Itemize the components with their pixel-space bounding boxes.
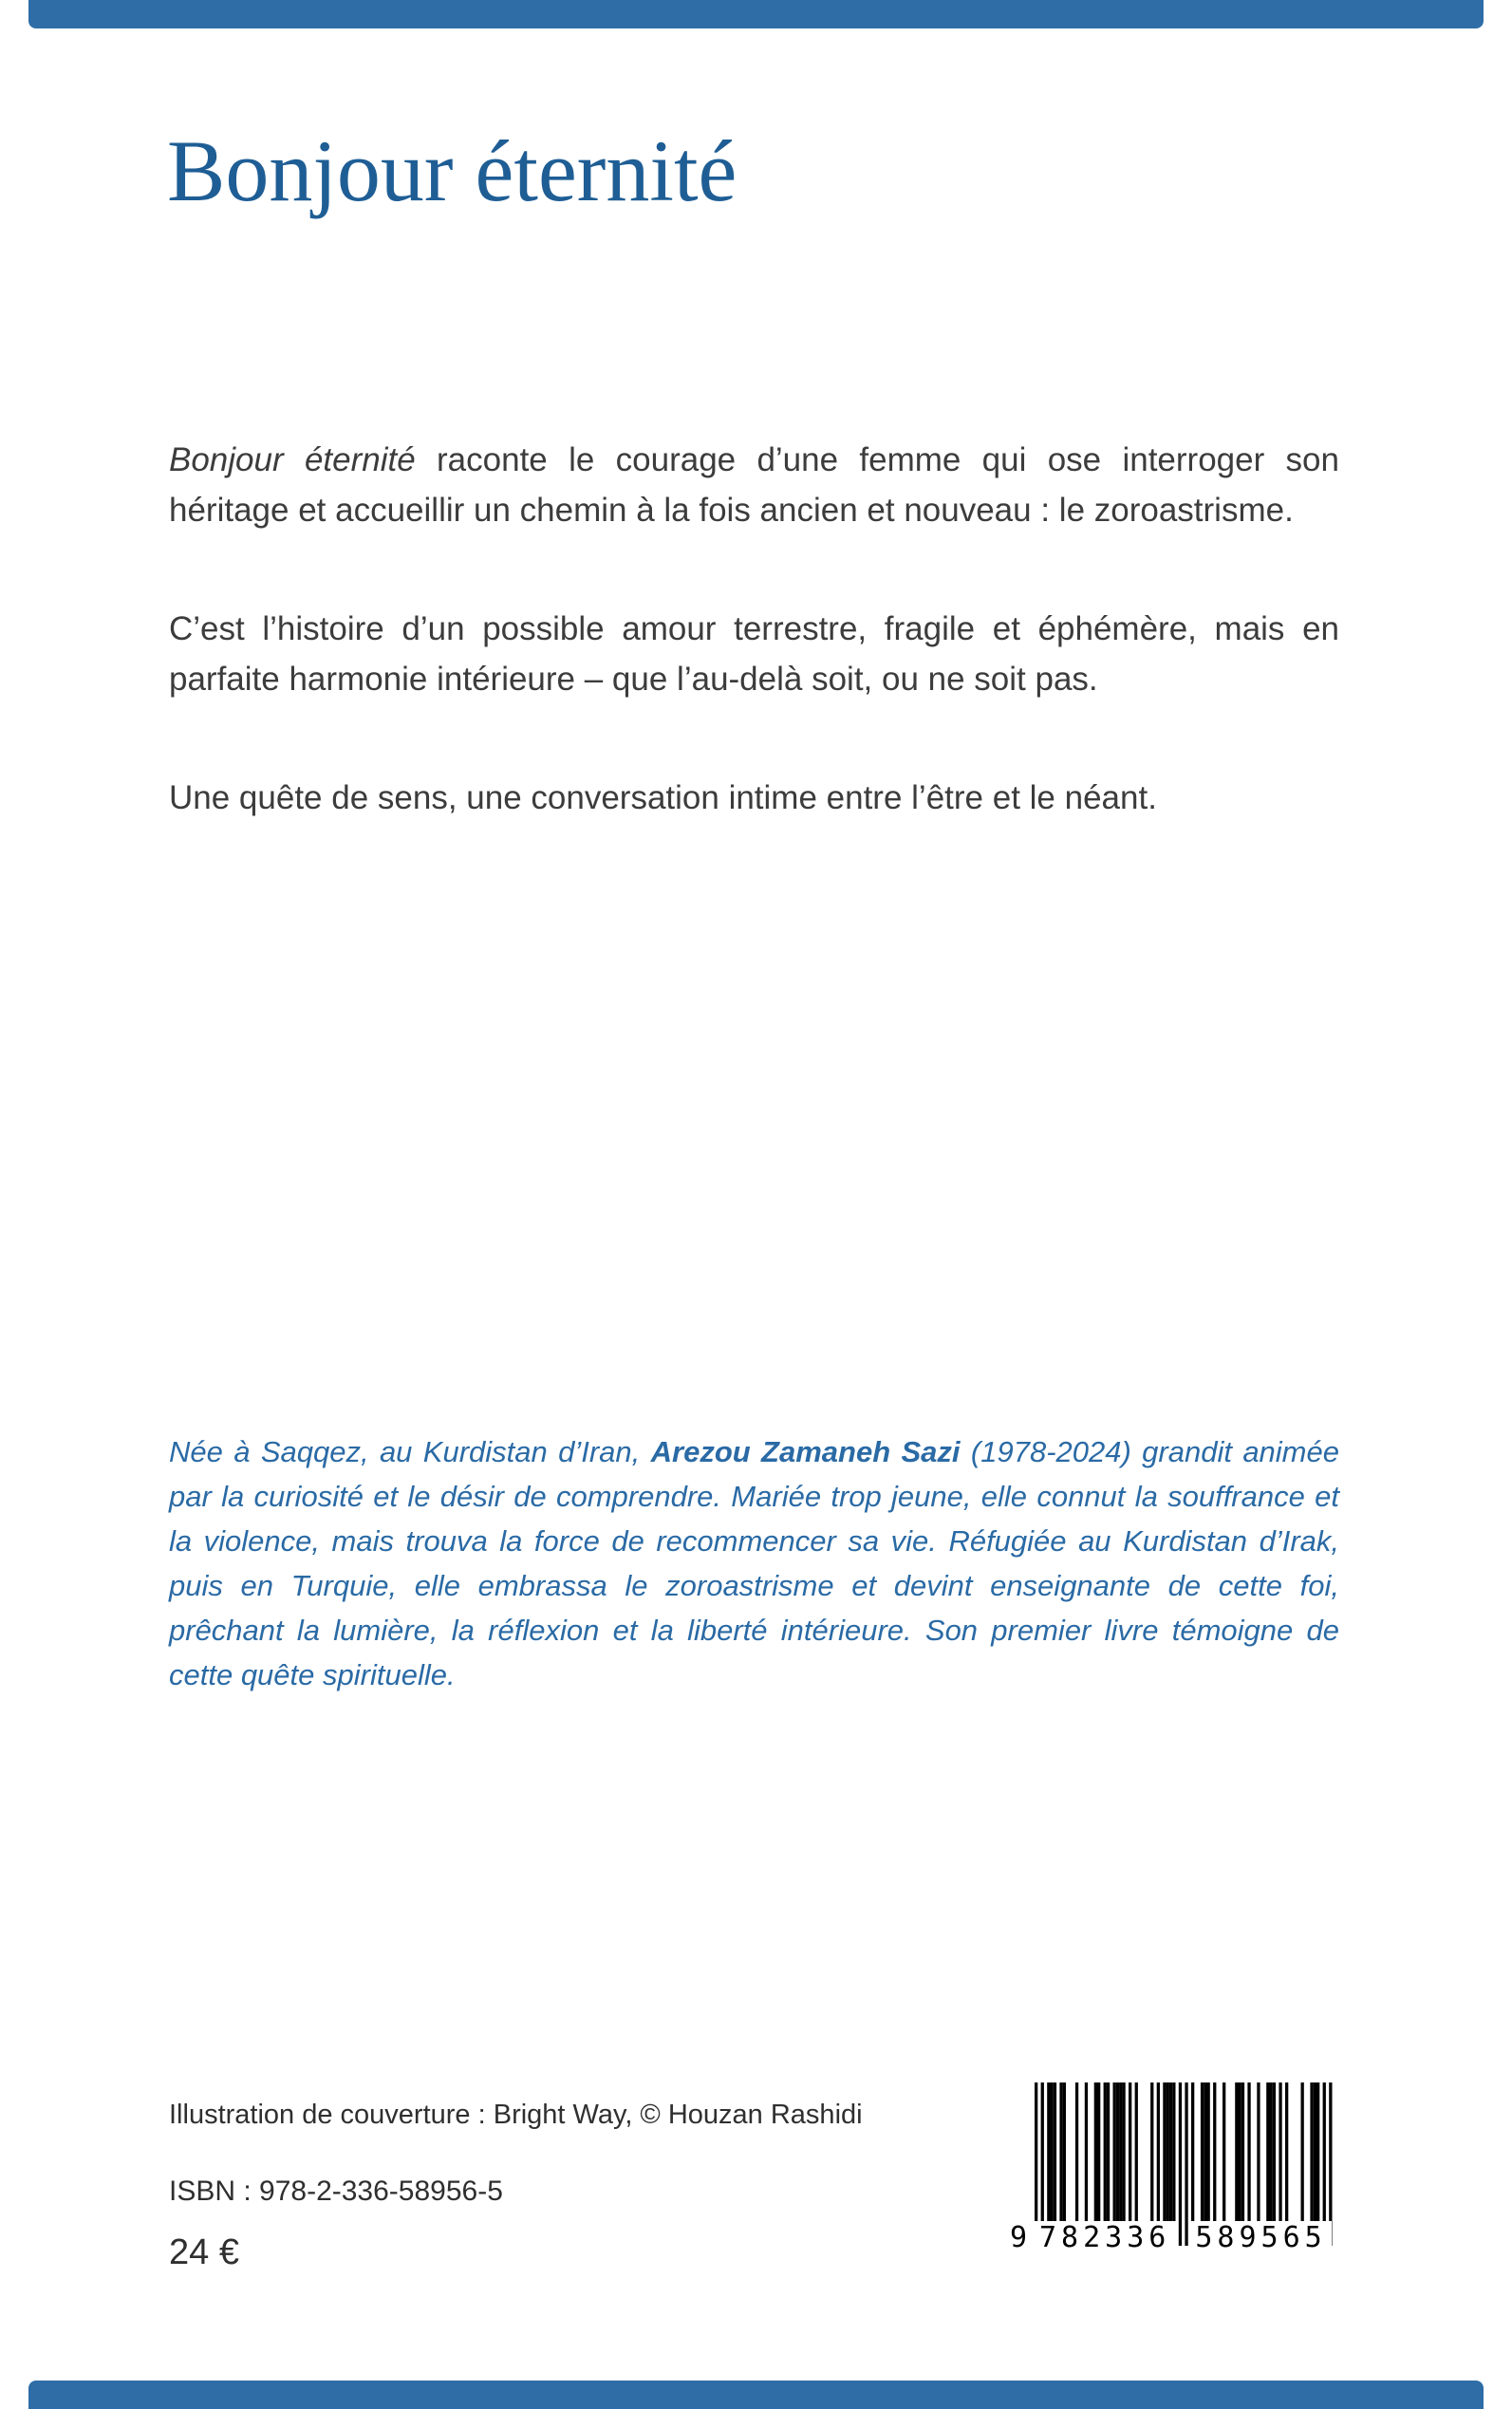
bio-lead: Née à Saqqez, au Kurdistan d’Iran,	[169, 1435, 651, 1468]
book-title-inline: Bonjour éternité	[169, 441, 416, 478]
author-years: (1978-2024)	[960, 1435, 1143, 1468]
barcode-digit-group-1: 782336	[1035, 2221, 1175, 2254]
barcode-digit-lead: 9	[1010, 2221, 1028, 2254]
book-title: Bonjour éternité	[167, 122, 737, 219]
synopsis-paragraph-3: Une quête de sens, une conversation intime entre l’être et le néant.	[169, 779, 1157, 816]
bottom-border-bar	[28, 2381, 1484, 2409]
barcode	[1010, 2079, 1340, 2260]
top-border-bar	[28, 0, 1484, 28]
barcode-digit-group-2: 589565	[1190, 2221, 1331, 2254]
isbn-text: ISBN : 978-2-336-58956-5	[169, 2176, 503, 2207]
synopsis	[169, 435, 1339, 891]
price-text: 24 €	[169, 2232, 239, 2272]
bio-text: grandit animée par la curiosité et le désir de comprendre. Mariée trop jeune, elle connut la souffrance et la violence, mais trouva la force de recommencer sa vie. Réfugiée au Kurdistan d’Irak, puis en Turquie, elle embrassa le zoroastrisme et devint enseignante de cette foi, prêchant la lumière, la réflexion et la liberté intérieure. Son premier livre témoigne de cette quête spirituelle.	[169, 1435, 1339, 1691]
author-bio	[169, 1429, 1339, 1697]
cover-illustration-credit: Illustration de couverture : Bright Way, © Houzan Rashidi	[169, 2100, 863, 2130]
synopsis-paragraph-2: C’est l’histoire d’un possible amour terrestre, fragile et éphémère, mais en parfaite harmonie intérieure – que l’au-delà soit, ou ne soit pas.	[169, 610, 1339, 698]
synopsis-p1-text: raconte le courage d’une femme qui ose interroger son héritage et accueillir un chemin à la fois ancien et nouveau : le zoroastrisme.	[169, 441, 1339, 529]
synopsis-paragraph-1	[169, 435, 1339, 535]
barcode-number	[1010, 2221, 1340, 2254]
author-name: Arezou Zamaneh Sazi	[650, 1435, 961, 1468]
